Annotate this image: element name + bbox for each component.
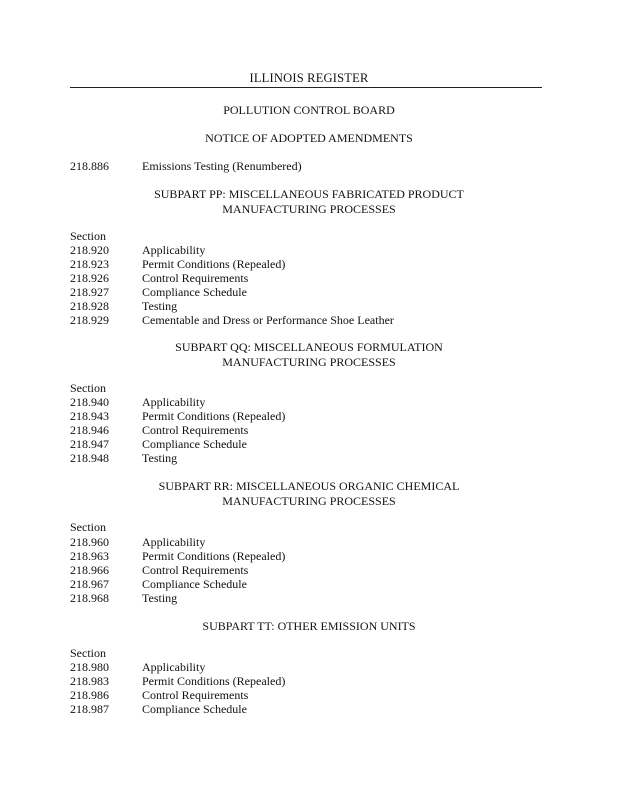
section-title: Permit Conditions (Repealed)	[142, 257, 286, 271]
section-number: 218.948	[70, 451, 109, 465]
section-number: 218.928	[70, 299, 109, 313]
section-title: Compliance Schedule	[142, 437, 247, 451]
section-title: Applicability	[142, 660, 206, 674]
toc-entry	[70, 409, 285, 423]
section-number: 218.926	[70, 271, 109, 285]
toc-entry	[70, 577, 247, 591]
section-number: 218.923	[70, 257, 109, 271]
section-title: Compliance Schedule	[142, 577, 247, 591]
section-title: Testing	[142, 591, 178, 605]
section-title: Emissions Testing (Renumbered)	[142, 159, 302, 173]
section-title: Permit Conditions (Repealed)	[142, 674, 286, 688]
section-number: 218.920	[70, 243, 109, 257]
toc-entry	[70, 395, 205, 409]
subpart-heading: SUBPART RR: MISCELLANEOUS ORGANIC CHEMICAL	[158, 479, 460, 493]
section-number: 218.946	[70, 423, 109, 437]
section-title: Control Requirements	[142, 423, 249, 437]
section-label: Section	[70, 646, 106, 660]
toc-entry	[70, 285, 247, 299]
toc-entry	[70, 313, 394, 327]
section-number: 218.980	[70, 660, 109, 674]
toc-entry	[70, 451, 177, 465]
toc-entry	[70, 549, 285, 563]
toc-entry	[70, 688, 248, 702]
section-title: Control Requirements	[142, 688, 249, 702]
subpart-heading-cont: MANUFACTURING PROCESSES	[222, 494, 396, 508]
toc-entry	[70, 299, 177, 313]
subpart-heading-cont: MANUFACTURING PROCESSES	[222, 202, 396, 216]
section-label: Section	[70, 229, 106, 243]
section-title: Testing	[142, 299, 178, 313]
subpart-heading: SUBPART PP: MISCELLANEOUS FABRICATED PRODUCT	[154, 187, 464, 201]
toc-entry	[70, 271, 248, 285]
toc-entry	[70, 243, 205, 257]
header-divider	[70, 87, 542, 88]
section-title: Cementable and Dress or Performance Shoe Leather	[142, 313, 394, 327]
subpart-heading: SUBPART TT: OTHER EMISSION UNITS	[202, 619, 416, 633]
section-title: Control Requirements	[142, 271, 249, 285]
section-number: 218.943	[70, 409, 109, 423]
section-title: Applicability	[142, 243, 206, 257]
section-number: 218.963	[70, 549, 109, 563]
section-title: Testing	[142, 451, 178, 465]
toc-entry	[70, 674, 285, 688]
section-title: Control Requirements	[142, 563, 249, 577]
subpart-heading-cont: MANUFACTURING PROCESSES	[222, 355, 396, 369]
toc-entry	[70, 563, 248, 577]
section-title: Applicability	[142, 535, 206, 549]
section-number: 218.986	[70, 688, 109, 702]
toc-entry	[70, 591, 177, 605]
section-number: 218.987	[70, 702, 109, 716]
section-number: 218.968	[70, 591, 109, 605]
section-number: 218.927	[70, 285, 109, 299]
toc-entry	[70, 423, 248, 437]
register-title: ILLINOIS REGISTER	[249, 71, 369, 85]
section-number: 218.886	[70, 159, 109, 173]
toc-entry	[70, 535, 205, 549]
subpart-heading: SUBPART QQ: MISCELLANEOUS FORMULATION	[175, 340, 443, 354]
notice-title: NOTICE OF ADOPTED AMENDMENTS	[205, 131, 413, 145]
section-title: Permit Conditions (Repealed)	[142, 549, 286, 563]
section-title: Compliance Schedule	[142, 285, 247, 299]
section-number: 218.983	[70, 674, 109, 688]
section-number: 218.940	[70, 395, 109, 409]
section-title: Applicability	[142, 395, 206, 409]
toc-entry	[70, 660, 205, 674]
section-label: Section	[70, 381, 106, 395]
section-label: Section	[70, 520, 106, 534]
board-name: POLLUTION CONTROL BOARD	[223, 103, 395, 117]
toc-entry	[70, 257, 285, 271]
toc-entry	[70, 702, 247, 716]
section-title: Compliance Schedule	[142, 702, 247, 716]
section-number: 218.947	[70, 437, 109, 451]
lead-entry	[70, 159, 302, 173]
section-number: 218.966	[70, 563, 109, 577]
section-number: 218.967	[70, 577, 109, 591]
section-number: 218.960	[70, 535, 109, 549]
section-title: Permit Conditions (Repealed)	[142, 409, 286, 423]
section-number: 218.929	[70, 313, 109, 327]
toc-entry	[70, 437, 247, 451]
